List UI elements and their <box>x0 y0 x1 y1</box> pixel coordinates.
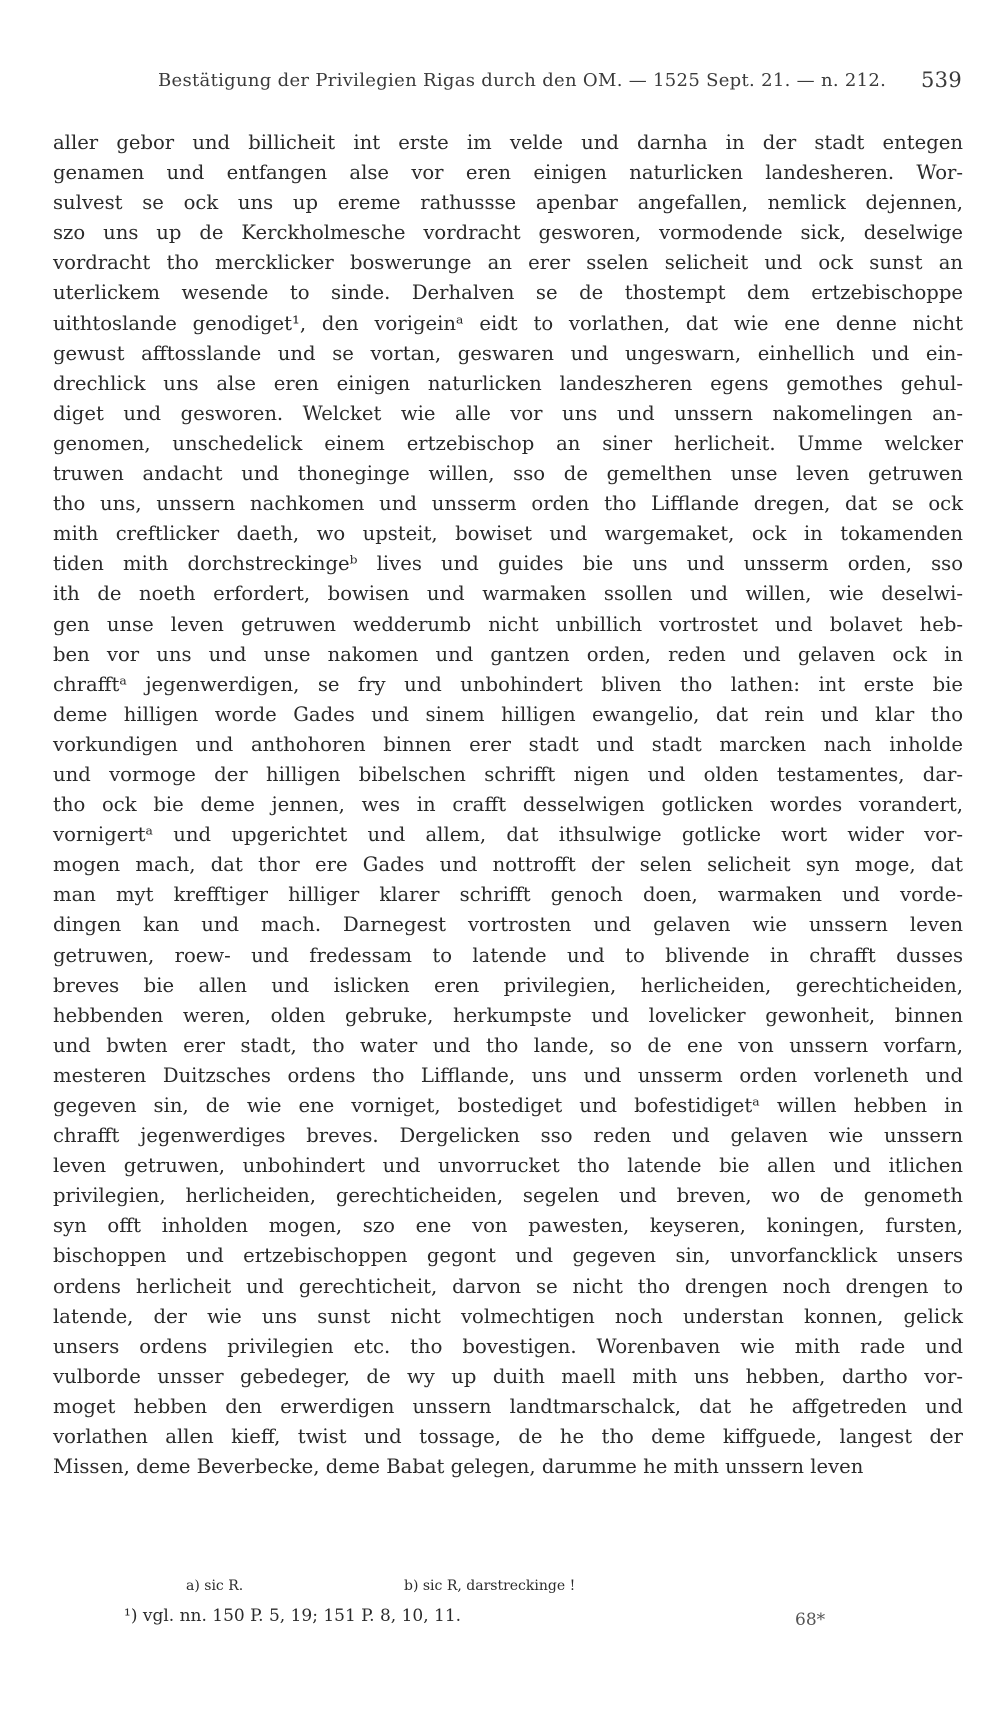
page-header <box>150 68 962 98</box>
text-line: genamen und entfangen alse vor eren einigen naturlicken landesheren. Wor- <box>53 161 963 185</box>
text-line: dingen kan und mach. Darnegest vortrosten und gelaven wie unssern leven <box>53 913 963 937</box>
text-line: aller gebor und billicheit int erste im velde und darnha in der stadt entegen <box>53 131 963 154</box>
text-line: bischoppen und ertzebischoppen gegont und gegeven sin, unvorfancklick unsers <box>53 1244 963 1268</box>
signature-mark: 68* <box>795 1610 826 1630</box>
text-line: truwen andacht und thoneginge willen, sso de gemelthen unse leven getruwen <box>53 462 963 486</box>
text-line: gewust afftosslande und se vortan, geswaren und ungeswarn, einhellich und ein- <box>53 341 963 365</box>
text-line: chrafft jegenwerdiges breves. Dergelicken sso reden und gelaven wie unssern <box>53 1124 963 1148</box>
text-line: uithtoslande genodiget¹, den vorigeinᵃ eidt to vorlathen, dat wie ene denne nicht <box>53 311 963 335</box>
footnote-row-numbers <box>124 1606 724 1634</box>
text-line: drechlick uns alse eren einigen naturlicken landeszheren egens gemothes gehul- <box>53 371 963 395</box>
text-line: uterlickem wesende to sinde. Derhalven se de thostempt dem ertzebischoppe <box>53 281 963 305</box>
footnote-row-letters <box>124 1578 724 1606</box>
text-line: mith creftlicker daeth, wo upsteit, bowiset und wargemaket, ock in tokamenden <box>53 522 963 546</box>
text-line: mogen mach, dat thor ere Gades und nottrofft der selen selicheit syn moge, dat <box>53 853 963 877</box>
footnotes <box>124 1578 724 1634</box>
text-line: unsers ordens privilegien etc. tho bovestigen. Worenbaven wie mith rade und <box>53 1334 963 1358</box>
text-line: vorkundigen und anthohoren binnen erer stadt und stadt marcken nach inholde <box>53 732 963 756</box>
text-line: diget und gesworen. Welcket wie alle vor uns und unssern nakomelingen an- <box>53 401 963 425</box>
text-line: vordracht tho mercklicker boswerunge an erer sselen selicheit und ock sunst an <box>53 251 963 275</box>
text-line: ith de noeth erfordert, bowisen und warmaken ssollen und willen, wie deselwi- <box>53 582 963 606</box>
text-line: szo uns up de Kerckholmesche vordracht gesworen, vormodende sick, deselwige <box>53 221 963 245</box>
text-line: chrafftᵃ jegenwerdigen, se fry und unbohindert bliven tho lathen: int erste bie <box>53 672 963 696</box>
text-line: mesteren Duitzsches ordens tho Lifflande, uns und unsserm orden vorleneth und <box>53 1063 963 1087</box>
text-line: moget hebben den erwerdigen unssern landtmarschalck, dat he affgetreden und <box>53 1394 963 1418</box>
text-line: getruwen, roew- und fredessam to latende und to blivende in chrafft dusses <box>53 943 963 967</box>
footnote-a: a) sic R. <box>186 1578 244 1594</box>
text-line: tiden mith dorchstreckingeᵇ lives und guides bie uns und unsserm orden, sso <box>53 552 963 576</box>
text-line: hebbenden weren, olden gebruke, herkumpste und lovelicker gewonheit, binnen <box>53 1003 963 1027</box>
text-line: leven getruwen, unbohindert und unvorrucket tho latende bie allen und itlichen <box>53 1154 963 1178</box>
text-line: deme hilligen worde Gades und sinem hilligen ewangelio, dat rein und klar tho <box>53 702 963 726</box>
footnote-1: ¹) vgl. nn. 150 P. 5, 19; 151 P. 8, 10, 11. <box>124 1606 462 1626</box>
text-line: und bwten erer stadt, tho water und tho lande, so de ene von unssern vorfarn, <box>53 1033 963 1057</box>
running-title: Bestätigung der Privilegien Rigas durch den OM. — 1525 Sept. 21. — n. 212. <box>158 70 887 91</box>
text-line: syn offt inholden mogen, szo ene von pawesten, keyseren, koningen, fursten, <box>53 1214 963 1238</box>
page-number: 539 <box>921 68 962 92</box>
body-text <box>53 128 963 1482</box>
text-line: tho uns, unssern nachkomen und unsserm orden tho Lifflande dregen, dat se ock <box>53 492 963 516</box>
text-line: gen unse leven getruwen wedderumb nicht unbillich vortrostet und bolavet heb- <box>53 612 963 636</box>
text-line: und vormoge der hilligen bibelschen schrifft nigen und olden testamentes, dar- <box>53 762 963 786</box>
text-line: tho ock bie deme jennen, wes in crafft desselwigen gotlicken wordes vorandert, <box>53 793 963 817</box>
text-line: latende, der wie uns sunst nicht volmechtigen noch understan konnen, gelick <box>53 1304 963 1328</box>
text-line: vornigertᵃ und upgerichtet und allem, dat ithsulwige gotlicke wort wider vor- <box>53 823 963 847</box>
text-line: sulvest se ock uns up ereme rathussse apenbar angefallen, nemlick dejennen, <box>53 191 963 215</box>
text-line: man myt krefftiger hilliger klarer schrifft genoch doen, warmaken und vorde- <box>53 883 963 907</box>
text-line: vulborde unsser gebedeger, de wy up duith maell mith uns hebben, dartho vor- <box>53 1364 963 1388</box>
text-line: Missen, deme Beverbecke, deme Babat gelegen, darumme he mith unssern leven <box>53 1455 864 1479</box>
text-line: privilegien, herlicheiden, gerechticheiden, segelen und breven, wo de genometh <box>53 1184 963 1208</box>
text-line: gegeven sin, de wie ene vorniget, bostediget und bofestidigetᵃ willen hebben in <box>53 1094 963 1117</box>
text-line: ordens herlicheit und gerechticheit, darvon se nicht tho drengen noch drengen to <box>53 1274 963 1298</box>
text-line: vorlathen allen kieff, twist und tossage, de he tho deme kiffguede, langest der <box>53 1425 963 1449</box>
text-line: genomen, unschedelick einem ertzebischop an siner herlicheit. Umme welcker <box>53 431 963 455</box>
text-line: breves bie allen und islicken eren privilegien, herlicheiden, gerechticheiden, <box>53 973 963 997</box>
footnote-b: b) sic R, darstreckinge ! <box>404 1578 576 1594</box>
text-line: ben vor uns und unse nakomen und gantzen orden, reden und gelaven ock in <box>53 642 963 666</box>
